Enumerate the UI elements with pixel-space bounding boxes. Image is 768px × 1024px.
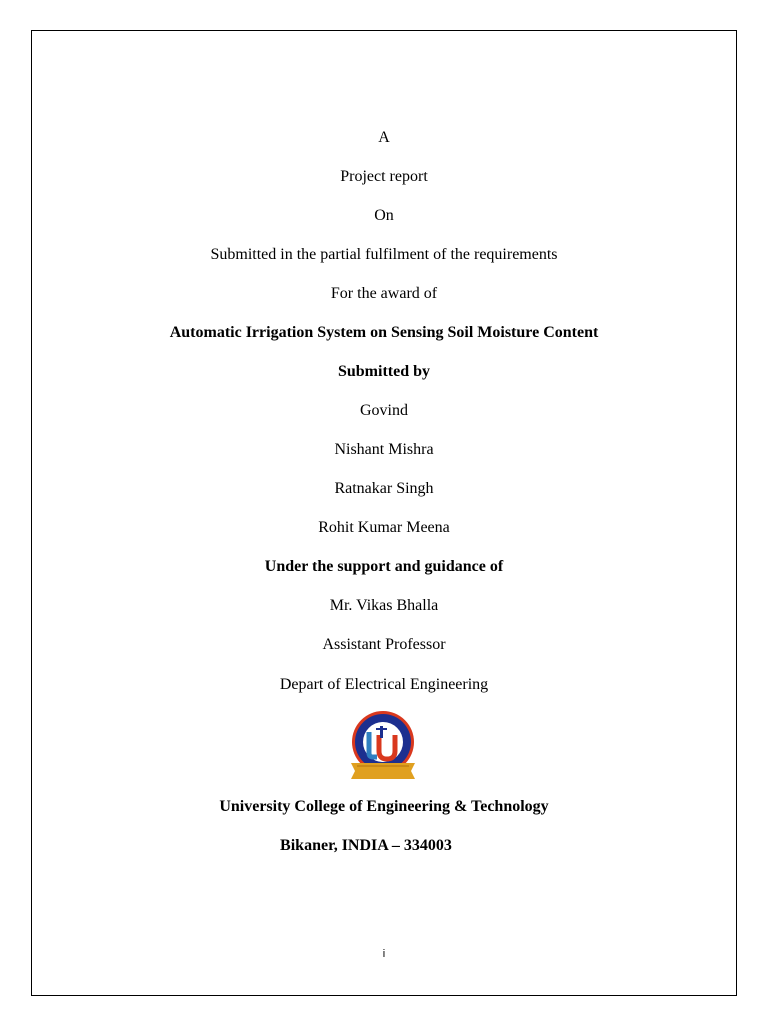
line-submitted-partial: Submitted in the partial fulfilment of the requirements	[210, 246, 558, 263]
guide-name: Mr. Vikas Bhalla	[329, 597, 439, 614]
page-number: i	[382, 948, 386, 960]
guidance-heading: Under the support and guidance of	[264, 558, 504, 575]
line-on: On	[374, 207, 394, 224]
project-title: Automatic Irrigation System on Sensing Soil Moisture Content	[169, 324, 599, 341]
author-name: Govind	[360, 402, 408, 419]
line-for-award: For the award of	[330, 285, 438, 302]
guide-designation: Assistant Professor	[322, 636, 446, 653]
author-name: Ratnakar Singh	[334, 480, 434, 497]
location: Bikaner, INDIA – 334003	[280, 837, 452, 854]
university-logo	[343, 709, 423, 781]
line-a: A	[378, 129, 390, 146]
institution: University College of Engineering & Technology	[219, 798, 549, 815]
author-name: Nishant Mishra	[334, 441, 434, 458]
line-project-report: Project report	[340, 168, 428, 185]
submitted-by-heading: Submitted by	[337, 363, 431, 380]
author-name: Rohit Kumar Meena	[318, 519, 450, 536]
guide-department: Depart of Electrical Engineering	[279, 676, 489, 693]
